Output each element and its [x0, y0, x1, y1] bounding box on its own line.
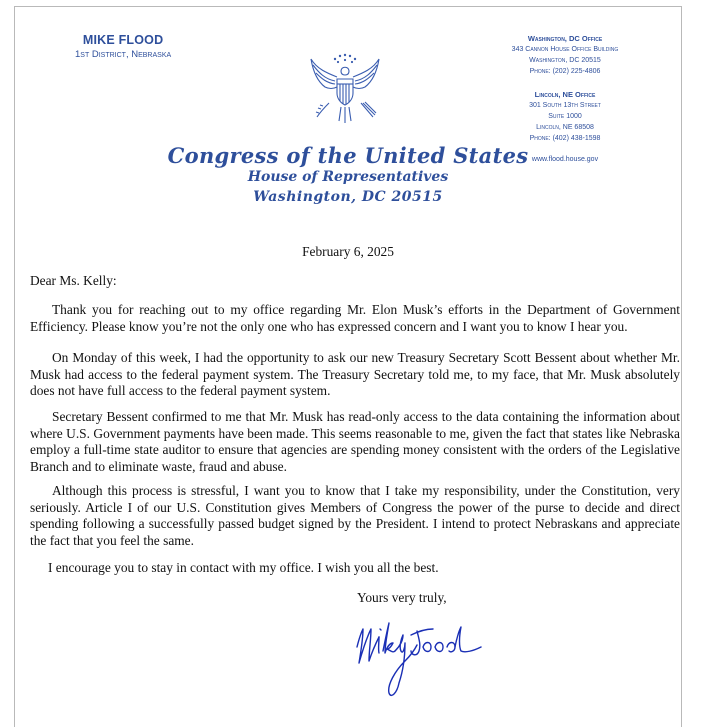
dc-office-line2: Washington, DC 20515 — [529, 57, 601, 64]
dc-office-phone: Phone: (202) 225-4806 — [529, 68, 601, 75]
letter-date: February 6, 2025 — [302, 244, 394, 259]
ne-office-line2: Suite 1000 — [548, 113, 582, 120]
paragraph-4: Although this process is stressful, I want you to know that I take my responsibility, under the Constitution, very seriously. Article I of our U.S. Constitution gives Members of Congress the power of the purse to decide and direct spending following a successfully passed budget signed by the President. I intend to protect Nebraskans and appreciate the fact that you feel the same. — [30, 483, 680, 548]
congress-title: Congress of the United States — [167, 143, 529, 168]
ne-office-title: Lincoln, NE Office — [534, 90, 596, 99]
dc-office-line1: 343 Cannon House Office Building — [511, 46, 619, 53]
ne-office-phone: Phone: (402) 438-1598 — [529, 135, 601, 142]
website: www.flood.house.gov — [531, 156, 599, 163]
paragraph-3: Secretary Bessent confirmed to me that Mr. Musk has read-only access to the data containing the information about where U.S. Government payments have been made. This seems reasonable to me, given the fact that states like Nebraska employ a full-time state auditor to ensure that agencies are spending money consistent with the orders of the Legislative Branch and to eliminate waste, fraud and abuse. — [30, 409, 680, 474]
member-name: MIKE FLOOD — [82, 33, 164, 47]
letter-page — [14, 6, 682, 727]
ne-office-line1: 301 South 13th Street — [529, 102, 601, 109]
member-district: 1st District, Nebraska — [75, 49, 172, 60]
eagle-seal-icon — [307, 51, 383, 131]
paragraph-2: On Monday of this week, I had the opportunity to ask our new Treasury Secretary Scott Bessent about whether Mr. Musk had access to the federal payment system. The Treasury Secretary told me, to my face, that Mr. Musk absolutely does not have full access to the federal payment system. — [30, 350, 680, 398]
house-title: House of Representatives — [247, 169, 449, 185]
paragraph-5: I encourage you to stay in contact with my office. I wish you all the best. — [48, 560, 439, 575]
ne-office-line3: Lincoln, NE 68508 — [536, 124, 594, 131]
salutation: Dear Ms. Kelly: — [30, 273, 117, 288]
member-header — [75, 33, 171, 60]
closing: Yours very truly, — [357, 590, 447, 605]
paragraph-1: Thank you for reaching out to my office regarding Mr. Elon Musk’s efforts in the Department of Government Efficiency. Please know you’re not the only one who has expressed concern and I want you to know I hear you. — [30, 302, 680, 334]
dc-office-title: Washington, DC Office — [527, 34, 603, 43]
signature-image — [349, 607, 499, 707]
city-title: Washington, DC 20515 — [253, 189, 443, 205]
